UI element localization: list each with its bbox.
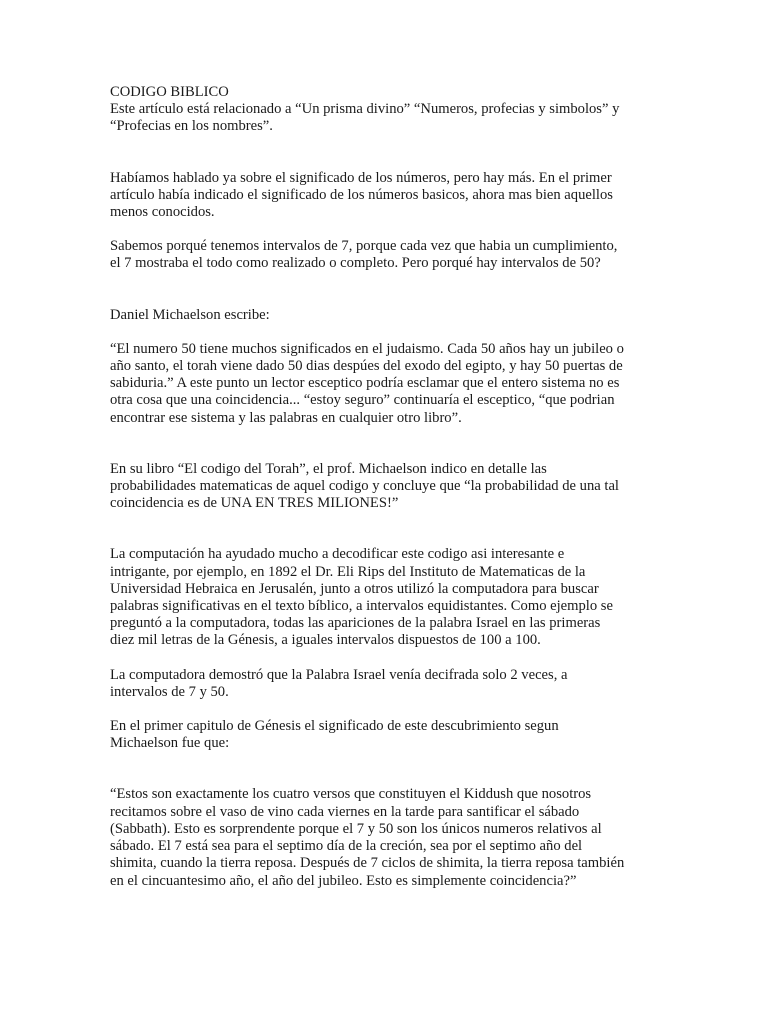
document-intro: Este artículo está relacionado a “Un prisma divino” “Numeros, profecias y simbolos” y “Profecias en los nombres”.: [110, 101, 620, 135]
paragraph-torah-code-book: En su libro “El codigo del Torah”, el prof. Michaelson indico en detalle las probabilidades matematicas de aquel codigo y concluye que “la probabilidad de una tal coincidencia es de UNA EN TRES MILIONES!”: [110, 460, 619, 512]
document-page: [110, 84, 666, 890]
paragraph-intervals: Sabemos porqué tenemos intervalos de 7, porque cada vez que habia un cumplimiento, el 7 mostraba el todo como realizado o completo. Pero porqué hay intervalos de 50?: [110, 238, 618, 272]
paragraph-genesis-meaning: En el primer capitulo de Génesis el significado de este descubrimiento segun Michaelson fue que:: [110, 718, 559, 752]
paragraph-kiddush-quote: “Estos son exactamente los cuatro versos que constituyen el Kiddush que nosotros recitamos sobre el vaso de vino cada viernes en la tarde para santificar el sábado (Sabbath). Esto es sorprendente porque el 7 y 50 son los únicos numeros relativos al sábado. El 7 está sea para el septimo día de la creción, sea por el septimo año del shimita, cuando la tierra reposa. Después de 7 ciclos de shimita, la tierra reposa también en el cincuantesimo año, el año del jubileo. Esto es simplemente coincidencia?”: [110, 786, 625, 889]
document-title: CODIGO BIBLICO: [110, 84, 229, 100]
paragraph-computer-result: La computadora demostró que la Palabra Israel venía decifrada solo 2 veces, a intervalos de 7 y 50.: [110, 666, 568, 700]
paragraph-michaelson-intro: Daniel Michaelson escribe:: [110, 306, 270, 323]
paragraph-computation: La computación ha ayudado mucho a decodificar este codigo asi interesante e intrigante, por ejemplo, en 1892 el Dr. Eli Rips del Instituto de Matematicas de la Universidad Hebraica en Jerusalén, junto a otros utilizó la computadora para buscar palabras significativas en el texto bíblico, a intervalos equidistantes. Como ejemplo se preguntó a la computadora, todas las apariciones de la palabra Israel en las primeras diez mil letras de la Génesis, a iguales intervalos dispuestos de 100 a 100.: [110, 546, 613, 649]
paragraph-numbers-meaning: Habíamos hablado ya sobre el significado de los números, pero hay más. En el primer artículo había indicado el significado de los números basicos, ahora mas bien aquellos menos conocidos.: [110, 169, 613, 221]
paragraph-quote-fifty: “El numero 50 tiene muchos significados en el judaismo. Cada 50 años hay un jubileo o año santo, el torah viene dado 50 dias despúes del exodo del egipto, y hay 50 puertas de sabiduria.” A este punto un lector esceptico podría esclamar que el entero sistema no es otra cosa que una coincidencia... “estoy seguro” continuaría el esceptico, “que podrian encontrar ese sistema y las palabras en cualquier otro libro”.: [110, 340, 624, 426]
